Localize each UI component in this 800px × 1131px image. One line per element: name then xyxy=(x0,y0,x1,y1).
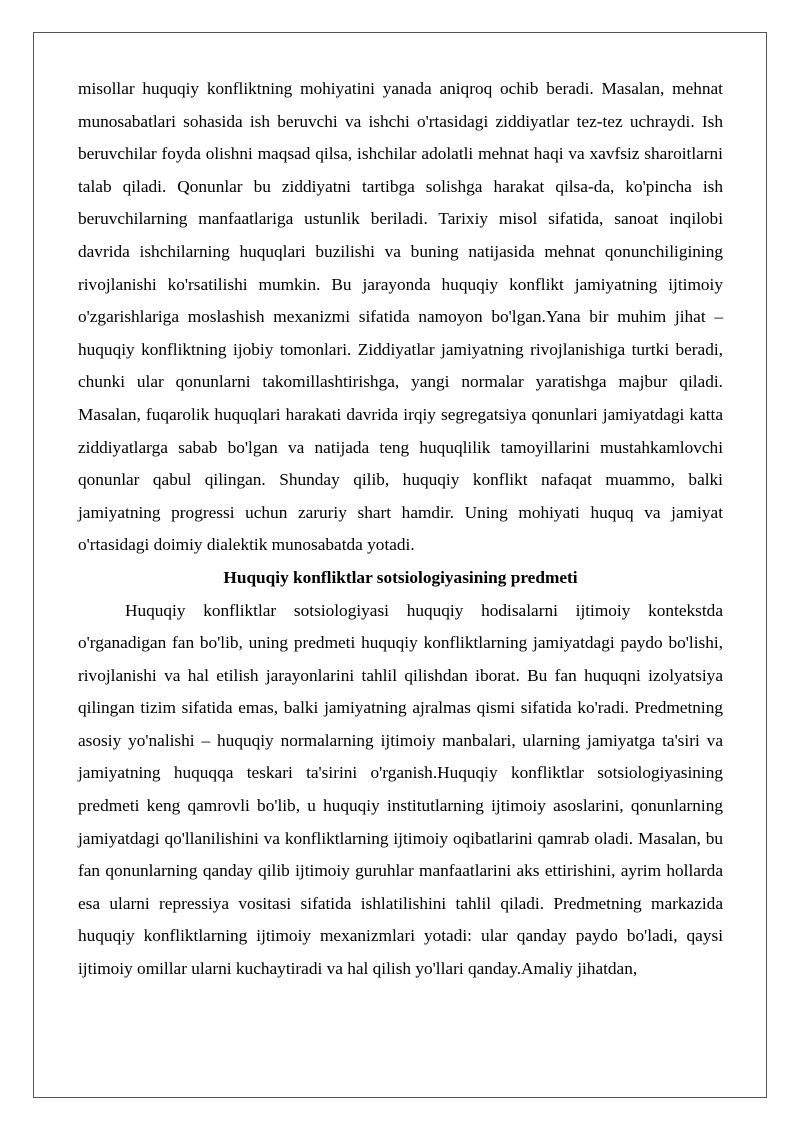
section-heading: Huquqiy konfliktlar sotsiologiyasining predmeti xyxy=(223,567,578,587)
paragraph-1: misollar huquqiy konfliktning mohiyatini yanada aniqroq ochib beradi. Masalan, mehnat munosabatlari sohasida ish beruvchi va ishchi o'rtasidagi ziddiyatlar tez-tez uchraydi. Ish beruvchilar foyda olishni maqsad qilsa, ishchilar adolatli mehnat haqi va xavfsiz sharoitlarni talab qiladi. Qonunlar bu ziddiyatni tartibga solishga harakat qilsa-da, ko'pincha ish beruvchilarning manfaatlariga ustunlik beriladi. Tarixiy misol sifatida, sanoat inqilobi davrida ishchilarning huquqlari buzilishi va buning natijasida mehnat qonunchiligining rivojlanishi ko'rsatilishi mumkin. Bu jarayonda huquqiy konflikt jamiyatning ijtimoiy o'zgarishlariga moslashish mexanizmi sifatida namoyon bo'lgan.Yana bir muhim jihat – huquqiy konfliktning ijobiy tomonlari. Ziddiyatlar jamiyatning rivojlanishiga turtki beradi, chunki ular qonunlarni takomillashtirishga, yangi normalar yaratishga majbur qiladi. Masalan, fuqarolik huquqlari harakati davrida irqiy segregatsiya qonunlari jamiyatdagi katta ziddiyatlarga sabab bo'lgan va natijada teng huquqlilik tamoyillarini mustahkamlovchi qonunlar qabul qilingan. Shunday qilib, huquqiy konflikt nafaqat muammo, balki jamiyatning progressi uchun zaruriy shart hamdir. Uning mohiyati huquq va jamiyat o'rtasidagi doimiy dialektik munosabatda yotadi. xyxy=(78,79,723,555)
paragraph-2: Huquqiy konfliktlar sotsiologiyasi huquqiy hodisalarni ijtimoiy kontekstda o'rganadigan fan bo'lib, uning predmeti huquqiy konfliktlarning jamiyatdagi paydo bo'lishi, rivojlanishi va hal etilish jarayonlarini tahlil qilishdan iborat. Bu fan huquqni izolyatsiya qilingan tizim sifatida emas, balki jamiyatning ajralmas qismi sifatida ko'radi. Predmetning asosiy yo'nalishi – huquqiy normalarning ijtimoiy manbalari, ularning jamiyatga ta'siri va jamiyatning huquqqa teskari ta'sirini o'rganish.Huquqiy konfliktlar sotsiologiyasining predmeti keng qamrovli bo'lib, u huquqiy institutlarning ijtimoiy asoslarini, qonunlarning jamiyatdagi qo'llanilishini va konfliktlarning ijtimoiy oqibatlarini qamrab oladi. Masalan, bu fan qonunlarning qanday qilib ijtimoiy guruhlar manfaatlarini aks ettirishini, ayrim hollarda esa ularni repressiya vositasi sifatida ishlatilishini tahlil qiladi. Predmetning markazida huquqiy konfliktlarning ijtimoiy mexanizmlari yotadi: ular qanday paydo bo'ladi, qaysi ijtimoiy omillar ularni kuchaytiradi va hal qilish yo'llari qanday.Amaliy jihatdan, xyxy=(78,600,723,979)
document-body xyxy=(78,73,723,986)
